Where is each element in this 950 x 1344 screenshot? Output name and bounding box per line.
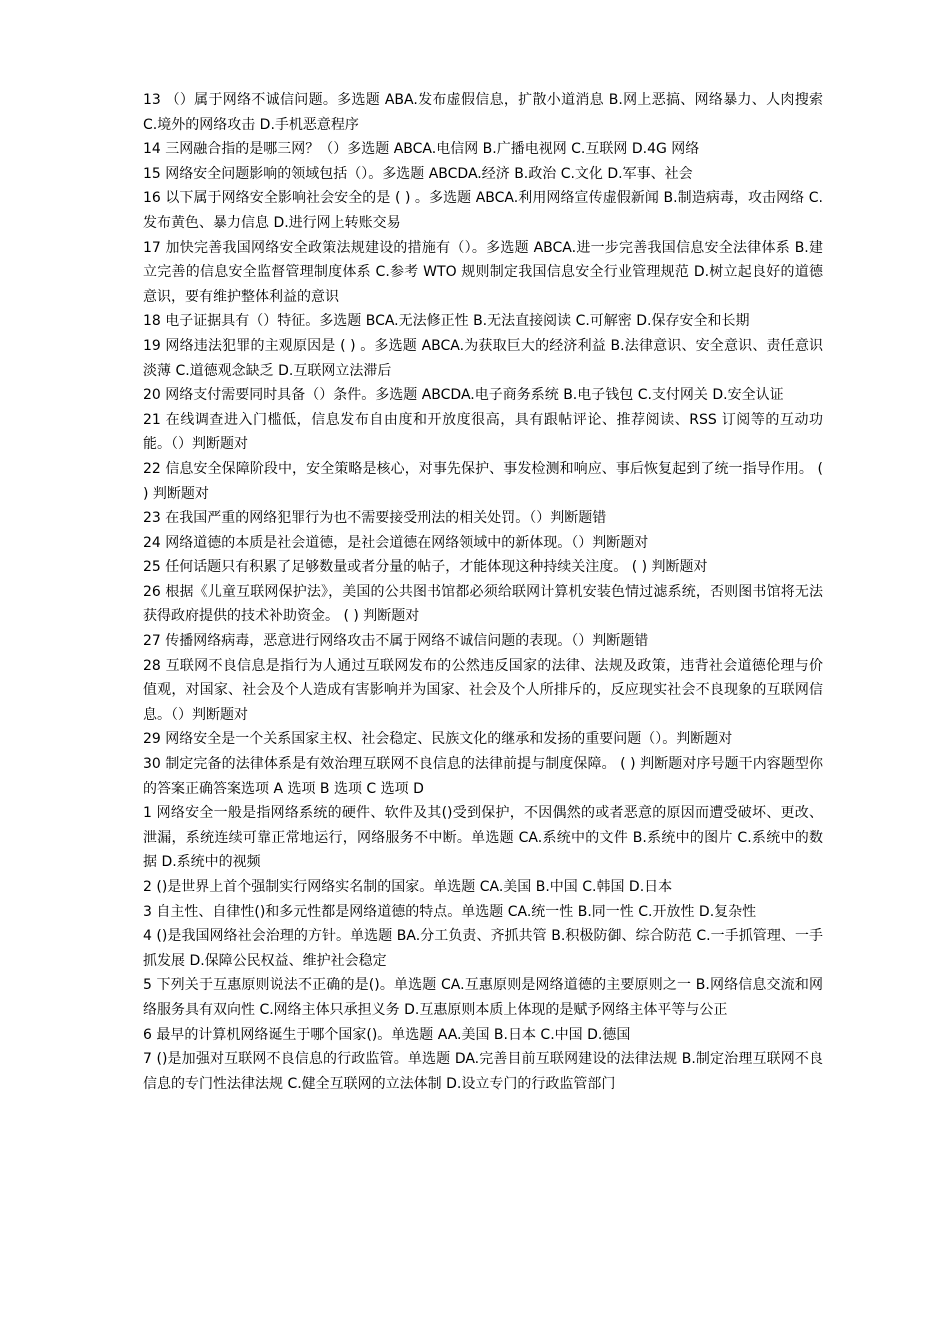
question-item: 29 网络安全是一个关系国家主权、社会稳定、民族文化的继承和发扬的重要问题（）。判断题对 <box>143 731 733 748</box>
question-item: 5 下列关于互惠原则说法不正确的是()。单选题 CA.互惠原则是网络道德的主要原则之一 B.网络信息交流和网络服务具有双向性 C.网络主体只承担义务 D.互惠原则本质上体现的是赋予网络主体平等与公正 <box>143 977 823 1018</box>
question-item: 19 网络违法犯罪的主观原因是 ( ) 。多选题 ABCA.为获取巨大的经济利益 B.法律意识、安全意识、责任意识淡薄 C.道德观念缺乏 D.互联网立法滞后 <box>143 337 823 379</box>
question-item: 18 电子证据具有（）特征。多选题 BCA.无法修正性 B.无法直接阅读 C.可解密 D.保存安全和长期 <box>143 313 750 330</box>
question-item: 2 ()是世界上首个强制实行网络实名制的国家。单选题 CA.美国 B.中国 C.韩国 D.日本 <box>143 879 673 895</box>
question-item: 14 三网融合指的是哪三网？（）多选题 ABCA.电信网 B.广播电视网 C.互联网 D.4G 网络 <box>143 141 700 158</box>
question-item: 22 信息安全保障阶段中，安全策略是核心，对事先保护、事发检测和响应、事后恢复起到了统一指导作用。 ( ) 判断题对 <box>143 460 823 502</box>
question-item: 26 根据《儿童互联网保护法》，美国的公共图书馆都必须给联网计算机安装色情过滤系统，否则图书馆将无法获得政府提供的技术补助资金。 ( ) 判断题对 <box>143 583 823 625</box>
question-item: 21 在线调查进入门槛低，信息发布自由度和开放度很高，具有跟帖评论、推荐阅读、RSS 订阅等的互动功能。（）判断题对 <box>143 411 823 453</box>
question-item: 20 网络支付需要同时具备（）条件。多选题 ABCDA.电子商务系统 B.电子钱包 C.支付网关 D.安全认证 <box>143 387 784 404</box>
question-item: 30 制定完备的法律体系是有效治理互联网不良信息的法律前提与制度保障。 ( ) 判断题对序号题干内容题型你的答案正确答案选项 A 选项 B 选项 C 选项 D <box>143 756 823 797</box>
document-body <box>143 88 823 1096</box>
question-item: 6 最早的计算机网络诞生于哪个国家()。单选题 AA.美国 B.日本 C.中国 D.德国 <box>143 1026 631 1043</box>
question-item: 28 互联网不良信息是指行为人通过互联网发布的公然违反国家的法律、法规及政策，违背社会道德伦理与价值观，对国家、社会及个人造成有害影响并为国家、社会及个人所排斥的，反应现实社会不良现象的互联网信息。（）判断题对 <box>143 657 823 723</box>
question-item: 23 在我国严重的网络犯罪行为也不需要接受刑法的相关处罚。（）判断题错 <box>143 510 607 527</box>
question-item: 1 网络安全一般是指网络系统的硬件、软件及其()受到保护，不因偶然的或者恶意的原因而遭受破坏、更改、泄漏，系统连续可靠正常地运行，网络服务不中断。单选题 CA.系统中的文件 B.系统中的图片 C.系统中的数据 D.系统中的视频 <box>143 805 823 871</box>
question-item: 25 任何话题只有积累了足够数量或者分量的帖子，才能体现这种持续关注度。 ( ) 判断题对 <box>143 559 708 576</box>
question-item: 13 （）属于网络不诚信问题。多选题 ABA.发布虚假信息，扩散小道消息 B.网上恶搞、网络暴力、人肉搜索 C.境外的网络攻击 D.手机恶意程序 <box>143 92 823 133</box>
question-item: 3 自主性、自律性()和多元性都是网络道德的特点。单选题 CA.统一性 B.同一性 C.开放性 D.复杂性 <box>143 903 757 920</box>
question-item: 17 加快完善我国网络安全政策法规建设的措施有（）。多选题 ABCA.进一步完善我国信息安全法律体系 B.建立完善的信息安全监督管理制度体系 C.参考 WTO 规则制定我国信息安全行业管理规范 D.树立起良好的道德意识，要有维护整体利益的意识 <box>143 239 823 305</box>
question-item: 15 网络安全问题影响的领域包括（）。多选题 ABCDA.经济 B.政治 C.文化 D.军事、社会 <box>143 165 693 182</box>
question-item: 27 传播网络病毒，恶意进行网络攻击不属于网络不诚信问题的表现。（）判断题错 <box>143 633 649 650</box>
question-item: 4 ()是我国网络社会治理的方针。单选题 BA.分工负责、齐抓共管 B.积极防御、综合防范 C.一手抓管理、一手抓发展 D.保障公民权益、维护社会稳定 <box>143 928 823 969</box>
question-item: 7 ()是加强对互联网不良信息的行政监管。单选题 DA.完善目前互联网建设的法律法规 B.制定治理互联网不良信息的专门性法律法规 C.健全互联网的立法体制 D.设立专门的行政监管部门 <box>143 1051 823 1092</box>
question-item: 24 网络道德的本质是社会道德，是社会道德在网络领域中的新体现。（）判断题对 <box>143 534 649 551</box>
question-item: 16 以下属于网络安全影响社会安全的是 ( ) 。多选题 ABCA.利用网络宣传虚假新闻 B.制造病毒，攻击网络 C.发布黄色、暴力信息 D.进行网上转账交易 <box>143 190 823 231</box>
